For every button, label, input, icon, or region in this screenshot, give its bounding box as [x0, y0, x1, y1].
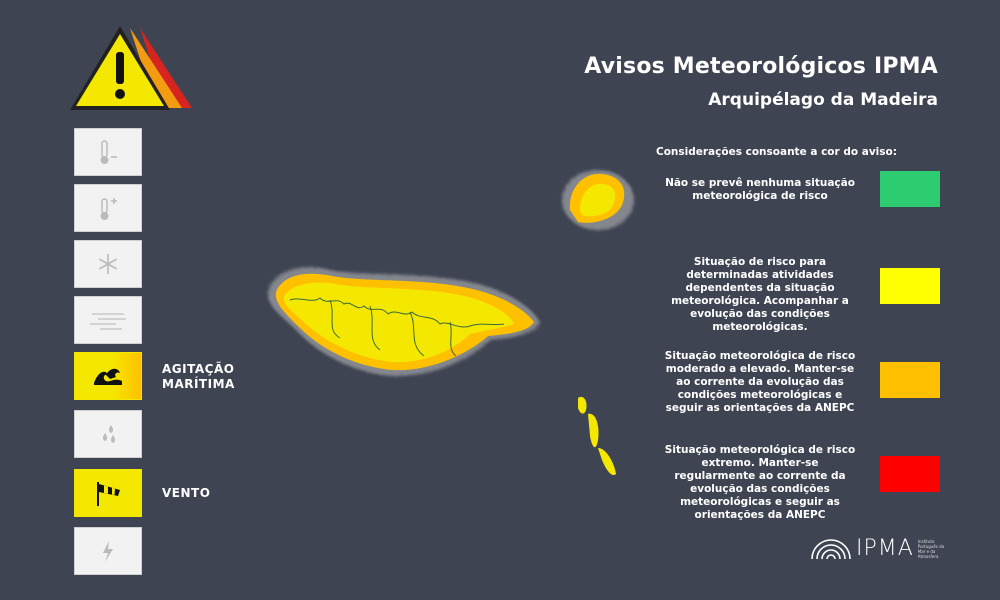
legend-text-red: Situação meteorológica de risco extremo. Manter-se regularmente ao corrente da evolução das condições meteorológicas e seguir as orientações da ANEPC [664, 444, 856, 521]
page-title: Avisos Meteorológicos IPMA [584, 54, 938, 79]
page-subtitle: Arquipélago da Madeira [708, 90, 938, 110]
legend-text-green: Não se prevê nenhuma situação meteorológica de risco [665, 177, 855, 202]
legend-heading: Considerações consoante a cor do aviso: [656, 146, 897, 158]
ipma-arc-icon [810, 538, 852, 560]
island-madeira [268, 267, 540, 376]
legend-swatch-orange [880, 362, 940, 398]
island-desertas [578, 397, 616, 475]
logo-subtitle: Instituto Português do Mar e da Atmosfera [917, 538, 945, 559]
legend-text-orange: Situação meteorológica de risco moderado a elevado. Manter-se ao corrente da evolução das condições meteorológicas e seguir as orientações da ANEPC [664, 350, 856, 414]
logo-name: IPMA [856, 536, 914, 561]
ipma-logo [810, 536, 952, 561]
warning-label-wind: VENTO [162, 486, 211, 500]
legend-swatch-red [880, 456, 940, 492]
warning-label-sea: AGITAÇÃO MARÍTIMA [162, 362, 235, 391]
legend-text-yellow: Situação de risco para determinadas atividades dependentes da situação meteorológica. Acompanhar a evolução das condições meteorológicas. [671, 256, 849, 333]
legend-swatch-green [880, 171, 940, 207]
legend-swatch-yellow [880, 268, 940, 304]
island-porto-santo [562, 170, 634, 230]
